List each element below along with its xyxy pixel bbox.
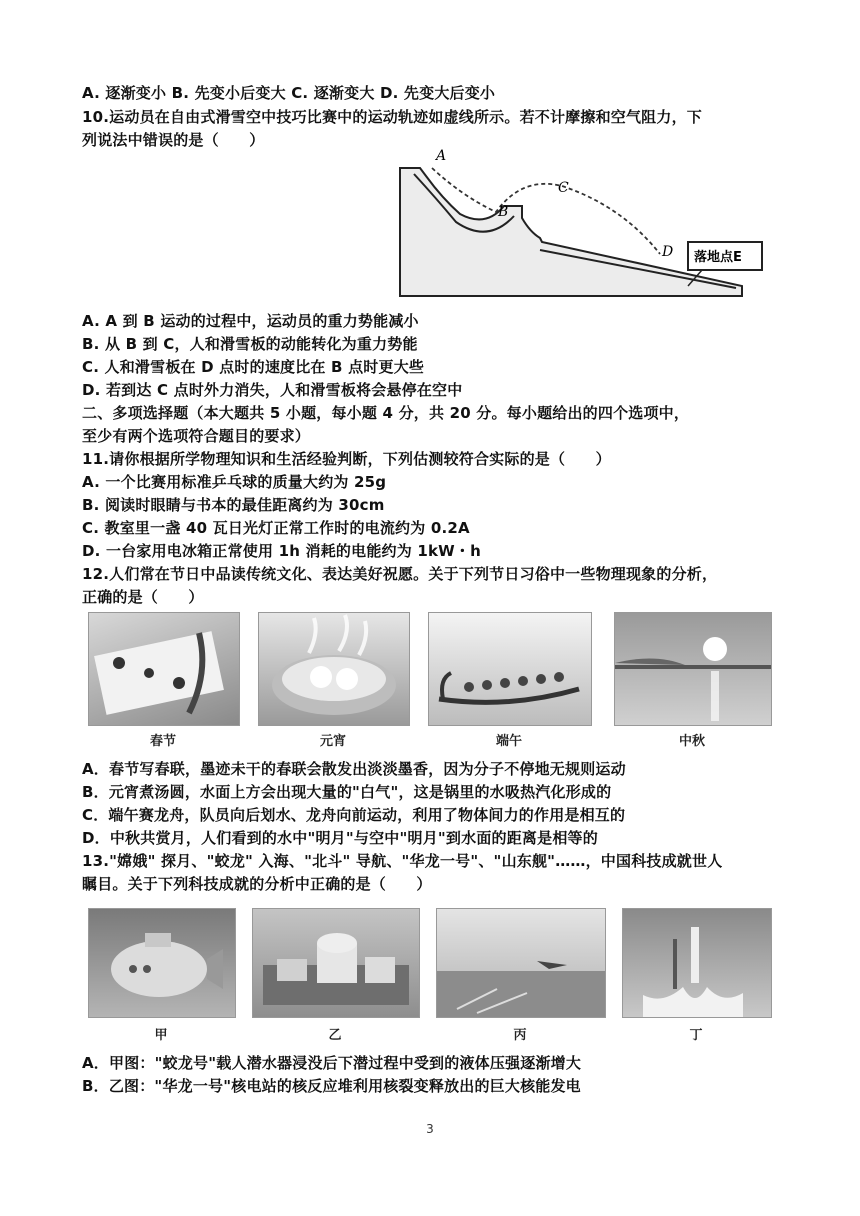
q12-option-b: B．元宵煮汤圆，水面上方会出现大量的"白气"，这是锅里的水吸热汽化形成的 <box>82 783 612 801</box>
rocket-launch-photo <box>622 908 772 1018</box>
caption-bing: 丙 <box>513 1028 527 1043</box>
mid-autumn-festival-photo <box>614 612 772 726</box>
spring-festival-photo <box>88 612 240 726</box>
ski-slope-outline <box>400 168 742 296</box>
q12-stem-line2: 正确的是（ ） <box>82 588 204 606</box>
q12-option-a: A．春节写春联，墨迹未干的春联会散发出淡淡墨香，因为分子不停地无规则运动 <box>82 760 626 778</box>
q10-stem-line2: 列说法中错误的是（ ） <box>82 131 265 149</box>
q10-stem-line1: 10.运动员在自由式滑雪空中技巧比赛中的运动轨迹如虚线所示。若不计摩擦和空气阻力，下 <box>82 108 702 126</box>
page-number: 3 <box>426 1122 434 1136</box>
q13-option-b: B．乙图："华龙一号"核电站的核反应堆利用核裂变释放出的巨大核能发电 <box>82 1077 581 1095</box>
point-d-label: D <box>662 244 674 260</box>
q13-stem-line1: 13."嫦娥" 探月、"蛟龙" 入海、"北斗" 导航、"华龙一号"、"山东舰"……，中国科技成就世人 <box>82 852 723 870</box>
q13-stem-line2: 瞩目。关于下列科技成就的分析中正确的是（ ） <box>82 875 432 893</box>
q11-stem: 11.请你根据所学物理知识和生活经验判断，下列估测较符合实际的是（ ） <box>82 450 611 468</box>
point-e-label: 落地点E <box>694 250 742 265</box>
submarine-photo <box>88 908 236 1018</box>
q12-stem-line1: 12.人们常在节日中品读传统文化、表达美好祝愿。关于下列节日习俗中一些物理现象的分析， <box>82 565 718 583</box>
nuclear-plant-photo <box>252 908 420 1018</box>
point-a-label: A <box>436 148 447 164</box>
aircraft-carrier-photo <box>436 908 606 1018</box>
q11-option-d: D. 一台家用电冰箱正常使用 1h 消耗的电能约为 1kW・h <box>82 542 481 560</box>
point-c-label: C <box>558 180 569 196</box>
caption-ding: 丁 <box>689 1028 703 1043</box>
caption-jia: 甲 <box>154 1028 168 1043</box>
lantern-festival-photo <box>258 612 410 726</box>
q11-option-b: B. 阅读时眼睛与书本的最佳距离约为 30cm <box>82 496 385 514</box>
caption-dragon-boat-festival: 端午 <box>495 734 522 749</box>
caption-spring-festival: 春节 <box>149 734 176 749</box>
q11-option-a: A. 一个比赛用标准乒乓球的质量大约为 25g <box>82 473 387 491</box>
q12-option-c: C．端午赛龙舟，队员向后划水、龙舟向前运动，利用了物体间力的作用是相互的 <box>82 806 626 824</box>
q10-option-a: A. A 到 B 运动的过程中，运动员的重力势能减小 <box>82 312 419 330</box>
caption-yi: 乙 <box>328 1028 342 1043</box>
q12-option-d: D．中秋共赏月，人们看到的水中"明月"与空中"明月"到水面的距离是相等的 <box>82 829 598 847</box>
ski-trajectory-figure <box>392 146 778 306</box>
q10-option-d: D. 若到达 C 点时外力消失，人和滑雪板将会悬停在空中 <box>82 381 463 399</box>
q10-option-c: C. 人和滑雪板在 D 点时的速度比在 B 点时更大些 <box>82 358 425 376</box>
q11-option-c: C. 教室里一盏 40 瓦日光灯正常工作时的电流约为 0.2A <box>82 519 470 537</box>
section2-heading-line2: 至少有两个选项符合题目的要求） <box>82 427 311 445</box>
dragon-boat-festival-photo <box>428 612 592 726</box>
caption-mid-autumn-festival: 中秋 <box>678 734 705 749</box>
point-b-label: B <box>498 204 509 220</box>
section2-heading-line1: 二、多项选择题（本大题共 5 小题，每小题 4 分，共 20 分。每小题给出的四个选项中， <box>82 404 690 422</box>
q10-option-b: B. 从 B 到 C，人和滑雪板的动能转化为重力势能 <box>82 335 418 353</box>
q13-option-a: A．甲图："蛟龙号"载人潜水器浸没后下潜过程中受到的液体压强逐渐增大 <box>82 1054 582 1072</box>
q9-options: A. 逐渐变小 B. 先变小后变大 C. 逐渐变大 D. 先变大后变小 <box>82 84 496 102</box>
caption-lantern-festival: 元宵 <box>319 734 346 749</box>
